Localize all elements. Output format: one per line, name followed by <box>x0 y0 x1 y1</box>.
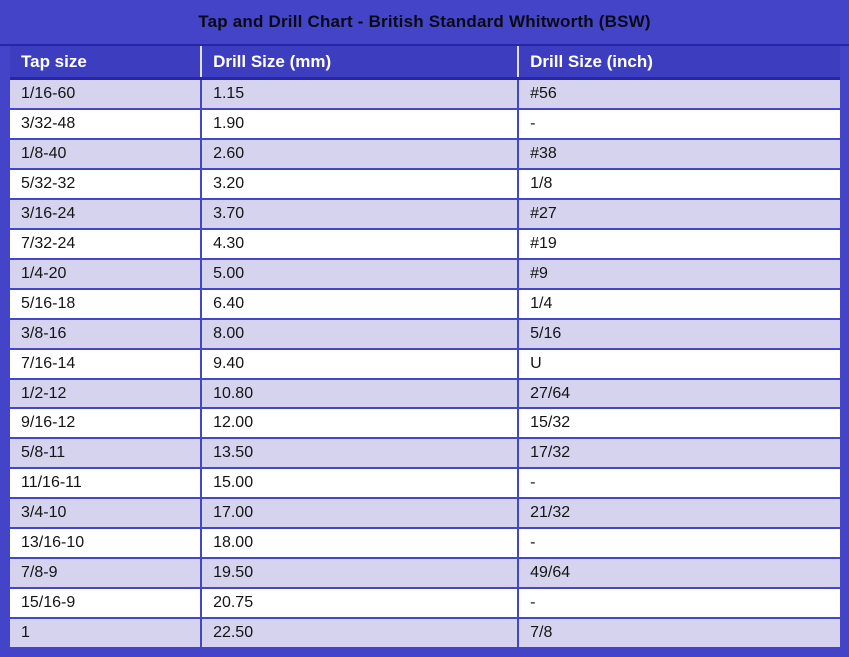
drill-size-inch-cell: #38 <box>517 140 840 168</box>
tap-size-cell: 7/8-9 <box>21 564 58 582</box>
drill-size-mm-cell: 17.00 <box>200 499 517 527</box>
table-row <box>10 198 840 228</box>
drill-size-inch-cell: U <box>517 350 840 378</box>
table-row <box>10 138 840 168</box>
drill-size-inch-cell: - <box>517 529 840 557</box>
drill-size-mm-cell: 10.80 <box>200 380 517 408</box>
table-row <box>10 557 840 587</box>
tap-size-cell: 1/4-20 <box>21 264 67 282</box>
table-row <box>10 527 840 557</box>
drill-size-mm-cell: 20.75 <box>200 589 517 617</box>
drill-size-mm-cell: 6.40 <box>200 290 517 318</box>
drill-size-inch-cell: 1/4 <box>517 290 840 318</box>
table-row <box>10 258 840 288</box>
table-row <box>10 80 840 108</box>
tap-size-cell: 3/16-24 <box>21 204 76 222</box>
drill-size-inch-cell: 5/16 <box>517 320 840 348</box>
table-row <box>10 407 840 437</box>
tap-size-cell: 1 <box>21 624 30 642</box>
table-row <box>10 587 840 617</box>
table <box>10 46 840 647</box>
drill-size-mm-cell: 5.00 <box>200 260 517 288</box>
drill-size-mm-cell: 3.20 <box>200 170 517 198</box>
drill-size-mm-cell: 9.40 <box>200 350 517 378</box>
drill-size-inch-cell: - <box>517 110 840 138</box>
drill-size-mm-cell: 18.00 <box>200 529 517 557</box>
drill-size-inch-cell: - <box>517 469 840 497</box>
column-header-drill-size-mm: Drill Size (mm) <box>200 46 517 77</box>
drill-size-mm-cell: 22.50 <box>200 619 517 647</box>
drill-size-mm-cell: 12.00 <box>200 409 517 437</box>
table-row <box>10 108 840 138</box>
table-row <box>10 378 840 408</box>
tap-size-cell: 11/16-11 <box>21 474 82 492</box>
drill-size-inch-cell: 7/8 <box>517 619 840 647</box>
tap-size-cell: 5/16-18 <box>21 294 76 312</box>
table-body <box>10 80 840 647</box>
tap-size-cell: 3/32-48 <box>21 114 76 132</box>
column-header-drill-size-inch: Drill Size (inch) <box>517 46 840 77</box>
column-header-tap-size: Tap size <box>21 51 87 71</box>
table-row <box>10 168 840 198</box>
drill-size-inch-cell: 49/64 <box>517 559 840 587</box>
tap-size-cell: 3/8-16 <box>21 324 67 342</box>
table-row <box>10 617 840 647</box>
table-row <box>10 318 840 348</box>
drill-size-mm-cell: 13.50 <box>200 439 517 467</box>
drill-size-mm-cell: 2.60 <box>200 140 517 168</box>
tap-size-cell: 13/16-10 <box>21 534 85 552</box>
tap-size-cell: 3/4-10 <box>21 504 67 522</box>
drill-size-inch-cell: 17/32 <box>517 439 840 467</box>
table-header-row <box>10 46 840 80</box>
tap-size-cell: 9/16-12 <box>21 414 76 432</box>
tap-size-cell: 7/16-14 <box>21 354 76 372</box>
tap-size-cell: 7/32-24 <box>21 234 76 252</box>
drill-size-inch-cell: #56 <box>517 80 840 108</box>
drill-size-inch-cell: 1/8 <box>517 170 840 198</box>
drill-size-mm-cell: 1.90 <box>200 110 517 138</box>
drill-size-mm-cell: 8.00 <box>200 320 517 348</box>
drill-size-mm-cell: 15.00 <box>200 469 517 497</box>
drill-size-inch-cell: #27 <box>517 200 840 228</box>
drill-size-mm-cell: 3.70 <box>200 200 517 228</box>
drill-size-inch-cell: 21/32 <box>517 499 840 527</box>
table-title: Tap and Drill Chart - British Standard Whitworth (BSW) <box>0 0 849 46</box>
table-row <box>10 467 840 497</box>
drill-size-mm-cell: 19.50 <box>200 559 517 587</box>
drill-size-inch-cell: - <box>517 589 840 617</box>
tap-size-cell: 1/8-40 <box>21 144 67 162</box>
drill-size-inch-cell: #9 <box>517 260 840 288</box>
table-row <box>10 497 840 527</box>
drill-size-mm-cell: 4.30 <box>200 230 517 258</box>
table-row <box>10 348 840 378</box>
table-row <box>10 288 840 318</box>
tap-size-cell: 1/16-60 <box>21 84 76 102</box>
table-row <box>10 437 840 467</box>
tap-size-cell: 15/16-9 <box>21 594 76 612</box>
drill-size-inch-cell: 27/64 <box>517 380 840 408</box>
drill-size-inch-cell: 15/32 <box>517 409 840 437</box>
tap-size-cell: 5/8-11 <box>21 444 66 462</box>
drill-size-mm-cell: 1.15 <box>200 80 517 108</box>
drill-size-inch-cell: #19 <box>517 230 840 258</box>
tap-size-cell: 1/2-12 <box>21 384 67 402</box>
tap-size-cell: 5/32-32 <box>21 174 76 192</box>
table-row <box>10 228 840 258</box>
